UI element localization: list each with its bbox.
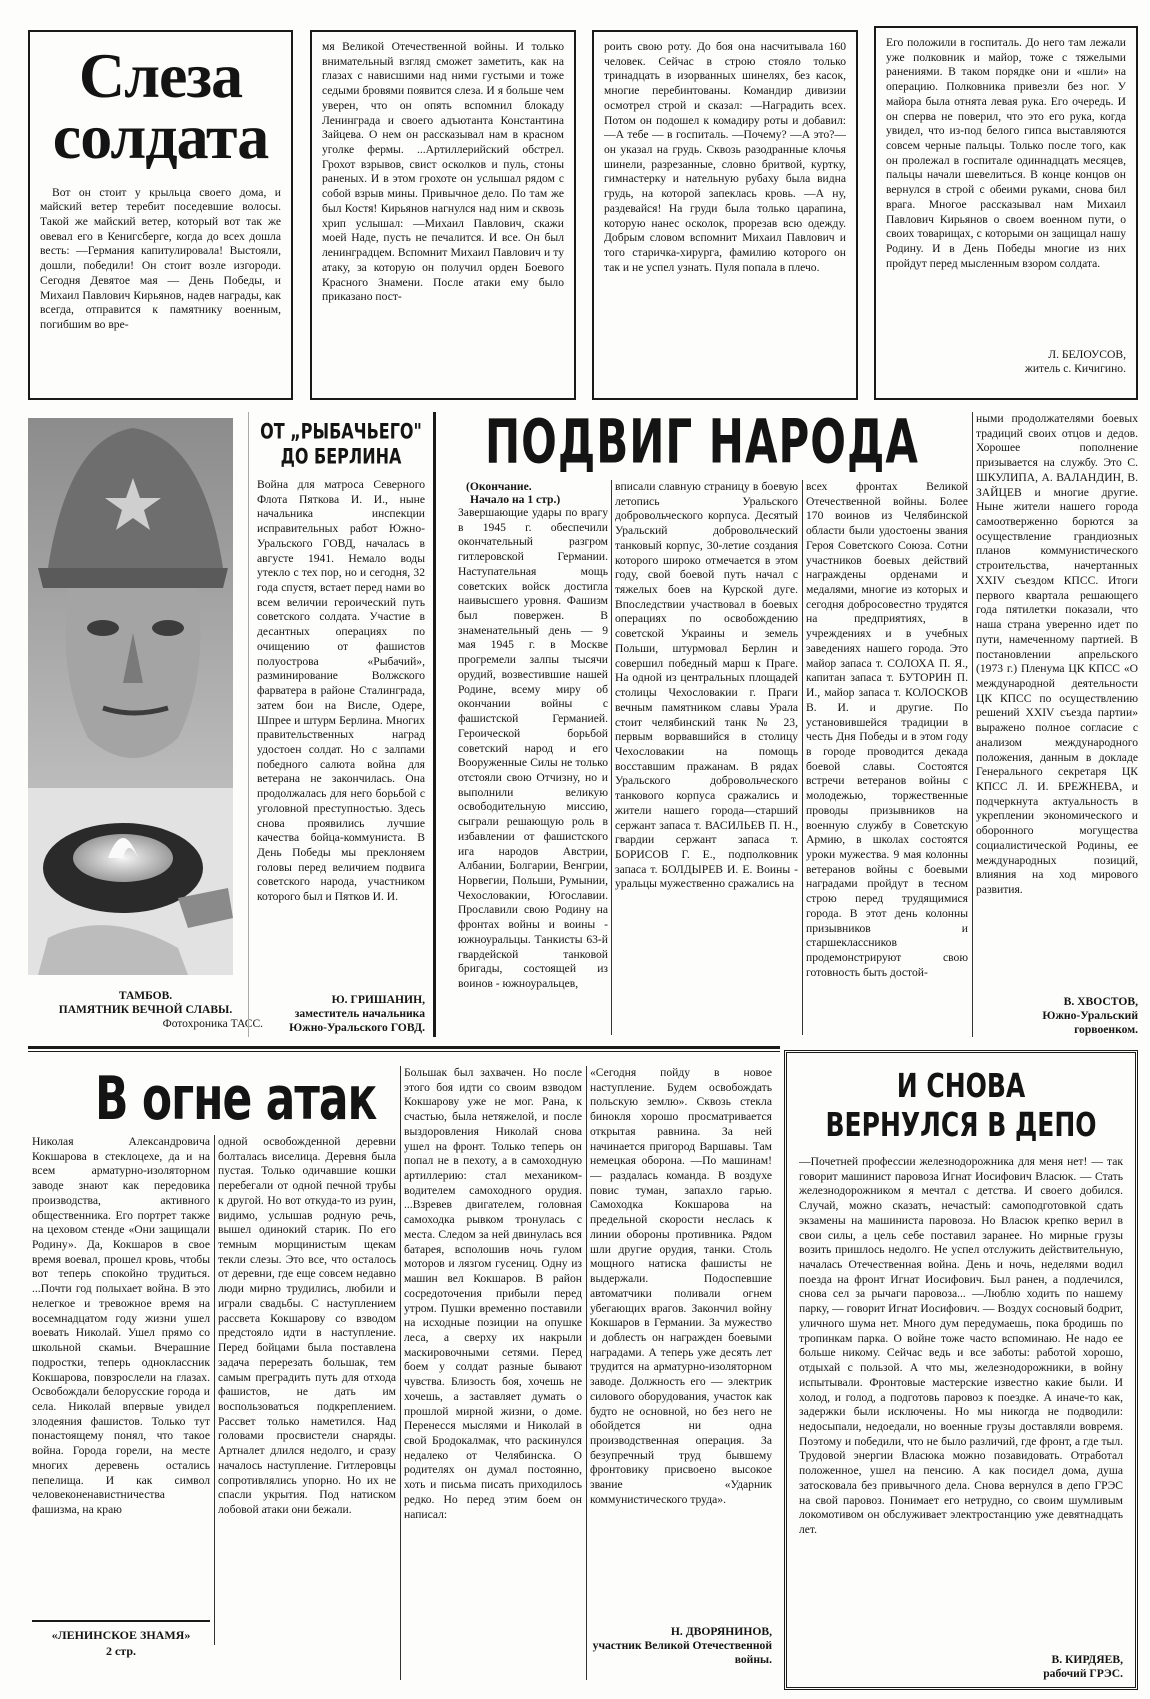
tear-column-2-box	[310, 30, 576, 400]
tear-column-2: мя Великой Отечественной войны. И только внимательный взгляд сможет заметить, как на глазах с нависшими над ними густыми и тоже седыми бровями появится слеза. И я больше чем уверен, что он опять вспомнил блокаду Ленинграда и своего адъютанта Константина Зайцева. О нем он рассказывал нам в красном уголке фермы. ...Артиллерийский обстрел. Грохот взрывов, свист осколков и пуль, стоны раненых. И в этом грохоте он услышал рядом с собой взрыв мины. Привычное дело. По там же был Костя! Кирьянов нагнулся над ним и сквозь хрип услышал: —Михаил Павлович, скажи моей Наде, пусть не печалится. И все. Он был ленинградцем. Вспомнит Михаил Павлович и ту атаку, за которую он получил орден Боевого Красного Знамени. После атаки ему было приказано пост-	[322, 40, 564, 304]
rybachy-author-role: заместитель начальника Южно-Уральского ГОВД.	[289, 1006, 425, 1034]
depot-author: В. КИРДЯЕВ,	[1051, 1653, 1123, 1666]
fire-divider-3	[586, 1066, 587, 1680]
tear-author-role: житель с. Кичигино.	[1024, 361, 1126, 375]
rybachy-title-line-2: ДО БЕРЛИНА	[280, 443, 402, 469]
feat-intro-line-1: (Окончание.	[466, 480, 532, 493]
tear-author: Л. БЕЛОУСОВ,	[1048, 348, 1126, 361]
memorial-illustration	[28, 418, 233, 975]
depot-article	[784, 1050, 1138, 1690]
depot-author-role: рабочий ГРЭС.	[1043, 1666, 1123, 1680]
photo-caption	[28, 990, 263, 1031]
fire-column-1: Николая Александровича Кокшарова в стеклоцехе, да и на всем арматурно-изоляторном заводе знают как передовика производства, активного общественника. Его портрет также на цеховом стенде «Они защищали Родину». Да, Кокшаров в свое время воевал, прошел кровь, чтобы вот теперь спокойно трудиться. ...Почти год полыхает война. В это нелегкое и тревожное время на восемнадцатом году жизни ушел воевать Николай. Ушел прямо со школьной скамьи. Вчерашние подростки, теперь одноклассник Кокшарова, повзрослели на глазах. Освобождали белорусские города и села. Николай впервые увидел злодеяния фашистов. Только тут понастоящему понял, что такое война. Города горели, на месте многих деревень остались пепелища. И как символ человеконенавистничества фашизма, на краю	[32, 1135, 210, 1516]
feat-divider-2	[802, 480, 803, 1035]
fire-author: Н. ДВОРЯНИНОВ,	[670, 1625, 772, 1638]
rybachy-title-line-1: ОТ „РЫБАЧЬЕГО"	[260, 418, 422, 444]
rybachy-body: Война для матроса Северного Флота Пяткова И. И., ныне начальника инспекции исправительных работ Южно-Уральского ГОВД, началась в августе 1941. Немало воды утекло с тех пор, но и сегодня, 32 года спустя, встает перед нами во всем величии героический путь советского солдата. Участие в десантных операциях по очищению от фашистов полуострова «Рыбачий», разминирование Волжского фарватера в районе Сталинграда, затем бои на Висле, Одере, Шпрее и штурм Берлина. Многих правительственных наград удостоен солдат. Но с залпами победного салюта война для ветерана не закончилась. Она продолжалась для него борьбой с уголовной преступностью. Здесь снова проявились лучшие качества бойца-коммуниста. В День Победы мы преклоняем головы перед величием подвига советского народа, участником которого был и Пятков И. И.	[257, 478, 425, 904]
footer-page-number: 2 стр.	[105, 1644, 137, 1658]
tear-title-box	[28, 30, 293, 400]
feat-divider-1	[611, 480, 612, 1035]
feat-column-2: вписали славную страницу в боевую летопись Уральского добровольческого корпуса. Десятый Уральский добровольческий танковый корпус, 30-летие создания которого широко отмечается в этом году, свой боевой путь начал с тяжелых боев на Курской дуге. Впоследствии участвовал в боевых операциях по освобождению советской Украины и земель Польши, штурмовал Берлин и совершил победный марш к Праге. На одной из центральных площадей столицы Чехословакии г. Праги вечным памятником славы Урала стоит челябинский танк № 23, первым ворвавшийся в столицу Чехословакии на помощь восставшим пражанам. В рядах Уральского добровольческого танкового корпуса сражались и жители нашего города—старший сержант запаса т. ВАСИЛЬЕВ П. Н., гвардии сержант запаса т. БОРИСОВ Г. Е., подполковник запаса т. БОЛДЫРЕВ И. Е. Воины - уральцы мужественно сражались на	[615, 480, 798, 891]
section-divider-top	[28, 1046, 780, 1049]
tear-column-1: Вот он стоит у крыльца своего дома, и майский ветер теребит поседевшие волосы. Такой же майский ветер, который вот так же овевал его в Кенигсберге, когда до всех дошла весть: —Германия капитулировала! Выстояли, дошли, победили! Он стоит возле изгороди. Сегодня Девятое мая — День Победы, и Михаил Павлович Кирьянов, надев награды, как всегда, отправится к памятнику военным, погибшим во вре-	[40, 185, 281, 332]
rybachy-article	[248, 412, 436, 1037]
depot-title-line-1: И СНОВА	[896, 1067, 1026, 1105]
depot-title-line-2: ВЕРНУЛСЯ В ДЕПО	[825, 1106, 1097, 1144]
tear-column-4: Его положили в госпиталь. До него там лежали уже полковник и майор, тоже с тяжелыми ранениями. В таком порядке они и «шли» на операцию. Полковника привезли без ног. У майора была отнята левая рука. Его очередь. И он сперва не поверил, что это его рука, когда увидел, что из-под белого гипса выставляются совсем черные пальцы. Только после того, как он пролежал в госпитале одиннадцать месяцев, пальцы начали шевелиться. В конце концов он вернулся в строй с обеими руками, снова бил врага. Многое рассказывал нам Михаил Павлович Кирьянов о своем военном пути, о своих товарищах, с которыми он защищал нашу Родину. И в День Победы многие из них пройдут перед мысленным взором солдата.	[886, 36, 1126, 270]
fire-column-2: одной освобожденной деревни болталась виселица. Деревня была пустая. Только одичавшие кошки перебегали от одной печной трубы к другой. Но вот откуда-то из руин, видимо, услышав родную речь, вышел одинокий старик. По его темным морщинистым щекам текли слезы. Это все, что осталось от деревни, где еще совсем недавно люди мирно трудились, любили и играли свадьбы. С наступлением рассвета Кокшарову со взводом предстояло идти в наступление. Перед бойцами была поставлена задача перерезать большак, тем самым преградить путь для отхода фашистов, не дать им воспользоваться подкреплением. Рассвет только наметился. Над головами просвистели снаряды. Артналет длился недолго, и сразу началось наступление. Гитлеровцы сопротивлялись упорно. Но их не спасли укрытия. Под натиском лобовой атаки они бежали.	[218, 1135, 396, 1516]
feat-author-role: Южно-Уральский горвоенком.	[1042, 1008, 1138, 1036]
depot-body: —Почетней профессии железнодорожника для меня нет! — так говорит машинист паровоза Игнат Иосифович Власюк. — Стать железнодорожником я мечтал с детства. И своего добился. Случай, можно сказать, нечастый: самоподготовкой сдать экзамены на машиниста паровоза. Но Власюк крепко верил в свои силы, а цель себе поставил заранее. Но мирные грузы возить пришлось недолго. Не успел отслужить действительную, началась Отечественная война. День и ночь, неделями водил поезда на фронт Игнат Иосифович. Был ранен, а подлечился, снова сел за рычаги паровоза... —Люблю ходить по нашему парку, — говорит Игнат Иосифович. — Воздух сосновый бодрит, уличного шума нет. Много дум передумаешь, пока бродишь по тропинкам парка. О войне тоже часто вспоминаю. Не надо ее больше никому. Сейчас ведь и все заботы: работой хорошо, отдыхай с пользой. А что мы, железнодорожники, в войну испытывали. Фронтовые мастерские известно какие были. И холод, и голод, а подготовь паровоз к поездке. А иначе-то как, задержки были исключены. Но мы никогда не подводили: недосыпали, недоедали, но военные грузы доставляли вовремя. Поэтому и победили, что не было различий, где фронт, а где тыл. Трудовой энергии Власюка можно позавидовать. Отработал положенное, ушел на пенсию. А как посидел дома, душа затосковала без привычного дела. Снова вернулся в депо ГРЭС на свой паровоз. Понимает его нетрудно, со своим шумливым локомотивом он обслуживает электростанцию уже девятнадцать лет.	[799, 1155, 1123, 1536]
footer-paper-name: «ЛЕНИНСКОЕ ЗНАМЯ»	[51, 1628, 191, 1642]
footer-rule	[32, 1620, 210, 1622]
tear-title-line-2: солдата	[52, 100, 269, 172]
feat-column-4	[976, 412, 1138, 1037]
feat-intro-line-2: Начало на 1 стр.)	[470, 493, 561, 506]
tear-column-4-box	[874, 26, 1138, 400]
fire-divider-1	[214, 1135, 215, 1645]
tear-column-3: роить свою роту. До боя она насчитывала 160 человек. Сейчас в строю стояло только тринадцать в изорванных шинелях, без касок, многие перебинтованы. Командир дивизии осмотрел строй и сказал: —Наградить всех. Потом он подошел к комадиру роты и добавил: —А тебе — в госпиталь. —Почему? —А это?—он указал на грудь. Сквозь разодранные клочья шинели, разрезанные, словно бритвой, куртку, гимнастерку и нательную рубаху была видна грудь, на которой запеклась кровь. —А ну, раздевайся! На груди была только царапина, которую нанес осколок, прорезав всю одежду. Добрым словом вспомнит Михаил Павлович и того старичка-хирурга, фамилию которого он так и не успел узнать. Пуля попала в плечо.	[604, 40, 846, 274]
photo-caption-line-1: ТАМБОВ.	[118, 990, 173, 1002]
fire-title: В огне атак	[95, 1065, 377, 1134]
feat-column-3: всех фронтах Великой Отечественной войны. Более 170 воинов из Челябинской области были удостоены звания Героя Советского Союза. Сотни участников боевых действий награждены орденами и медалями, многие из которых и сегодня добросовестно трудятся на предприятиях, в учреждениях и в учебных заведениях нашего города. Это майор запаса т. СОЛОХА П. Я., капитан запаса т. БУТОРИН П. И., майор запаса т. КОЛОСКОВ В. И. и другие. По установившейся традиции в честь Дня Победы и в этом году в городе проводится декада боевой славы. Состоятся встречи ветеранов войны с молодежью, торжественные проводы призывников на военную службу в Советскую Армию, в школах состоятся уроки мужества. 9 мая колонны ветеранов войны с боевыми наградами пройдут в тесном строю перед трудящимися города. В этот день колонны призывников и старшеклассников продемонстрируют свою готовность быть достой-	[806, 480, 968, 979]
fire-column-3: Большак был захвачен. Но после этого боя идти со своим взводом Кокшарову уже не мог. Рана, к счастью, была нетяжелой, и после выздоровления Николай снова ушел на фронт. Только теперь он попал не в пехоту, а в самоходную артиллерию: стал механиком-водителем самоходного орудия. ...Взревев двигателем, головная самоходка рывком тронулась с места. Следом за ней двинулась вся батарея, всполошив ночь гулом моторов и лязгом гусениц. Одну из машин вел Кокшаров. В район сосредоточения прибыли перед утром. Пушки временно поставили на исходные позиции на опушке леса, а сверху их накрыли маскировочными сетями. Перед боем у солдат разные бывают чувства. Близость боя, хочешь не хочешь, а заставляет думать о прошлой мирной жизни, о доме. Перенесся мыслями и Николай в свой Бродокалмак, что раскинулся недалеко от Челябинска. О родителях он думал постоянно, хоть и письма писать приходилось редко. Но перед этим боем он написал:	[404, 1066, 582, 1521]
feat-title: ПОДВИГ НАРОДА	[485, 406, 919, 478]
feat-author: В. ХВОСТОВ,	[1063, 995, 1138, 1008]
photo-caption-line-2: ПАМЯТНИК ВЕЧНОЙ СЛАВЫ.	[58, 1003, 233, 1016]
feat-column-1	[458, 480, 608, 1026]
section-divider-top-thin	[28, 1051, 780, 1052]
feat-column-4-text: ными продолжателями боевых традиций своих отцов и дедов. Хорошее пополнение призывается на службу. Это С. ШКУЛИПА, А. ВАЛАНДИН, В. ЗАЙЦЕВ и многие другие. Ныне жители нашего города самоотверженно борются за осуществление грандиозных планов коммунистического строительства, начертанных XXIV съездом КПСС. Итоги первого квартала решающего года пятилетки показали, что наша страна уверенно идет по пути, намеченному партией. В постановлении апрельского (1973 г.) Пленума ЦК КПСС «О международной деятельности ЦК КПСС по осуществлению решений XXIV съезда партии» выражено полное согласие с анализом международного положения, данным в докладе Генерального секретаря ЦК КПСС Л. И. БРЕЖНЕВА, и подчеркнута актуальность в укреплении экономического и оборонного могущества социалистической Родины, ее международных позиций, влияния на ход мирового развития.	[976, 412, 1138, 896]
photo-credit: Фотохроника ТАСС.	[162, 1017, 263, 1030]
tear-column-3-box	[592, 30, 858, 400]
fire-divider-2	[400, 1066, 401, 1680]
fire-column-4	[590, 1066, 772, 1667]
memorial-photo	[28, 418, 233, 975]
rybachy-author: Ю. ГРИШАНИН,	[331, 993, 425, 1006]
feat-column-1-text: Завершающие удары по врагу в 1945 г. обеспечили окончательный разгром гитлеровской Германии. Наступательная мощь советских войск достигла наивысшего уровня. Фашизм был повержен. В знаменательный день — 9 мая 1945 г. в Москве прогремели залпы тысячи орудий, возвестившие нашей Родине, всему миру об окончании войны с фашистской Германией. Героической борьбой советский народ и его Вооруженные Силы не только отстояли свою Отчизну, но и выполнили великую освободительную миссию, сыграли решающую роль в избавлении от фашистского ига народов Австрии, Албании, Болгарии, Венгрии, Норвегии, Польши, Румынии, Чехословакии, Югославии. Прославили свою Родину на фронтах войны и воины - южноуральцы. Танкисты 63-й гвардейской танковой бригады, состоящей из воинов - южноуральцев,	[458, 506, 608, 990]
feat-divider-3	[972, 412, 973, 1037]
tear-title-line-1: Слеза	[78, 40, 243, 111]
fire-author-role: участник Великой Отечественной войны.	[592, 1638, 772, 1666]
fire-column-4-text: «Сегодня пойду в новое наступление. Будем освобождать польскую землю». Сквозь стекла бинокля хорошо просматривается открытая равнина. За ней начинается пригород Варшавы. Там немецкая оборона. —По машинам! — раздалась команда. В воздухе повис туман, запахло гарью. Самоходка Кокшарова на предельной скорости неслась к линии обороны противника. Рядом шли другие орудия, танки. Столь мощного натиска фашисты не выдержали. Подоспевшие автоматчики поливали огнем убегающих врагов. Закончил войну Кокшаров в Германии. За мужество и доблесть он награжден боевыми наградами. А теперь уже десять лет трудится на арматурно-изоляторном заводе. Должность его — электрик силового оборудования, участок как будто не основной, но без него не обойдется ни одна производственная операция. За безупречный труд бывшему фронтовику присвоено высокое звание «Ударник коммунистического труда».	[590, 1066, 772, 1506]
